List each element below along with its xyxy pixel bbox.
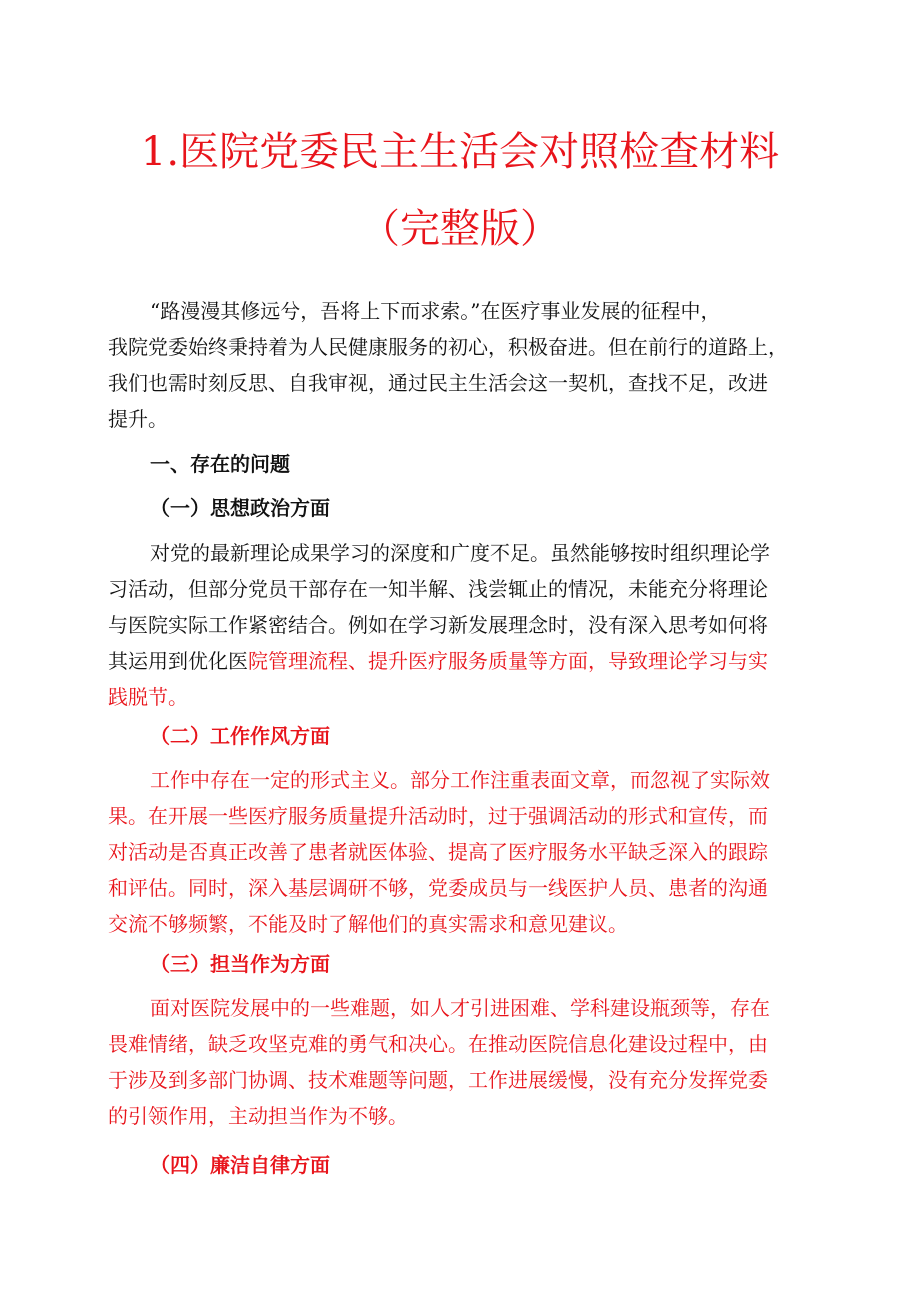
paragraph-line: 果。在开展一些医疗服务质量提升活动时，过于强调活动的形式和宣传，而 xyxy=(108,804,768,828)
paragraph-line: 面对医院发展中的一些难题，如人才引进困难、学科建设瓶颈等，存在 xyxy=(150,996,770,1020)
paragraph-line: 畏难情绪，缺乏攻坚克难的勇气和决心。在推动医院信息化建设过程中，由 xyxy=(108,1032,768,1056)
paragraph-line: 对党的最新理论成果学习的深度和广度不足。虽然能够按时组织理论学 xyxy=(150,541,770,565)
intro-paragraph xyxy=(108,293,814,437)
paragraph-line: 践脱节。 xyxy=(108,685,188,709)
document-subtitle: （完整版） xyxy=(360,206,560,252)
subsection-1-paragraph xyxy=(108,535,814,715)
paragraph-line-black-part: 其运用到优化医 xyxy=(108,649,248,673)
intro-line: “路漫漫其修远兮，吾将上下而求索。”在医疗事业发展的征程中， xyxy=(150,299,721,323)
section-heading: 一、存在的问题 xyxy=(150,452,290,476)
paragraph-line: 和评估。同时，深入基层调研不够，党委成员与一线医护人员、患者的沟通 xyxy=(108,876,768,900)
paragraph-line: 对活动是否真正改善了患者就医体验、提高了医疗服务水平缺乏深入的跟踪 xyxy=(108,840,768,864)
intro-line: 提升。 xyxy=(108,407,168,431)
paragraph-line: 工作中存在一定的形式主义。部分工作注重表面文章，而忽视了实际效 xyxy=(150,768,770,792)
subsection-2-paragraph xyxy=(108,762,814,942)
subsection-heading-1: （一）思想政治方面 xyxy=(150,496,330,520)
intro-line: 我院党委始终秉持着为人民健康服务的初心，积极奋进。但在前行的道路上， xyxy=(108,335,788,359)
intro-line: 我们也需时刻反思、自我审视，通过民主生活会这一契机，查找不足，改进 xyxy=(108,371,768,395)
document-title: 1.医院党委民主生活会对照检查材料 xyxy=(140,129,780,175)
paragraph-line: 交流不够频繁，不能及时了解他们的真实需求和意见建议。 xyxy=(108,912,628,936)
paragraph-line: 的引领作用，主动担当作为不够。 xyxy=(108,1104,408,1128)
subsection-heading-3: （三）担当作为方面 xyxy=(150,952,330,976)
subsection-heading-2: （二）工作作风方面 xyxy=(150,724,330,748)
paragraph-line: 与医院实际工作紧密结合。例如在学习新发展理念时，没有深入思考如何将 xyxy=(108,613,768,637)
paragraph-line-red-part: 院管理流程、提升医疗服务质量等方面，导致理论学习与实 xyxy=(248,649,768,673)
paragraph-line: 于涉及到多部门协调、技术难题等问题，工作进展缓慢，没有充分发挥党委 xyxy=(108,1068,768,1092)
subsection-heading-4: （四）廉洁自律方面 xyxy=(150,1153,330,1177)
subsection-3-paragraph xyxy=(108,990,814,1134)
paragraph-line: 习活动，但部分党员干部存在一知半解、浅尝辄止的情况，未能充分将理论 xyxy=(108,577,768,601)
paragraph-line xyxy=(108,643,814,679)
